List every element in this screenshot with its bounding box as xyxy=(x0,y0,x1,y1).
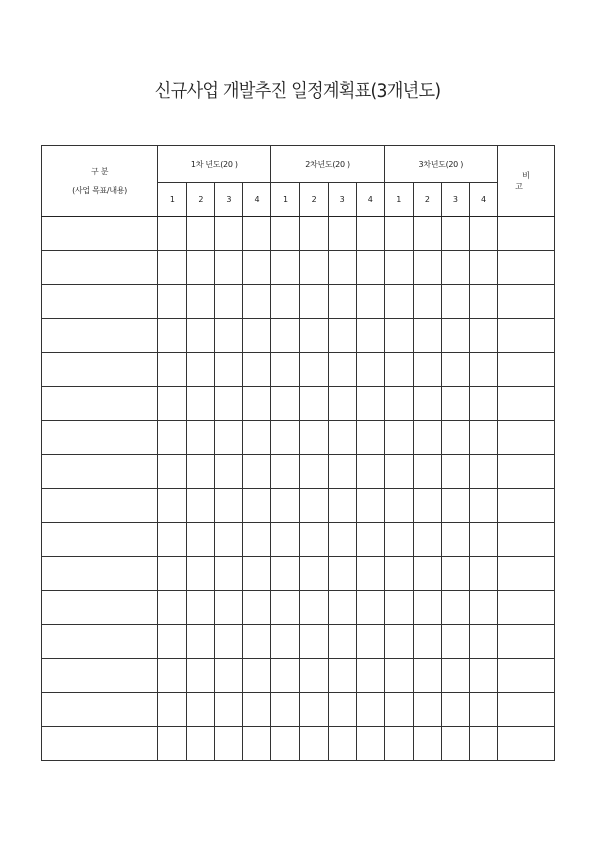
table-row xyxy=(42,489,555,523)
schedule-cell[interactable] xyxy=(469,251,497,285)
header-category xyxy=(42,146,158,217)
schedule-cell[interactable] xyxy=(328,693,356,727)
table-row xyxy=(42,217,555,251)
schedule-cell[interactable] xyxy=(243,421,271,455)
schedule-cell[interactable] xyxy=(328,421,356,455)
schedule-cell[interactable] xyxy=(441,285,469,319)
schedule-cell[interactable] xyxy=(215,217,243,251)
table-row xyxy=(42,557,555,591)
schedule-cell[interactable] xyxy=(300,557,328,591)
schedule-cell[interactable] xyxy=(187,455,215,489)
schedule-cell[interactable] xyxy=(158,387,187,421)
schedule-cell[interactable] xyxy=(441,659,469,693)
table-row xyxy=(42,353,555,387)
schedule-cell[interactable] xyxy=(158,217,187,251)
schedule-cell[interactable] xyxy=(469,455,497,489)
schedule-cell[interactable] xyxy=(158,421,187,455)
schedule-cell[interactable] xyxy=(300,421,328,455)
schedule-cell[interactable] xyxy=(384,659,413,693)
table-row xyxy=(42,659,555,693)
schedule-cell[interactable] xyxy=(300,455,328,489)
header-category-label: 구 분 xyxy=(91,167,109,176)
schedule-cell[interactable] xyxy=(469,659,497,693)
schedule-cell[interactable] xyxy=(441,455,469,489)
schedule-cell[interactable] xyxy=(356,353,384,387)
schedule-cell[interactable] xyxy=(271,625,300,659)
schedule-cell[interactable] xyxy=(243,693,271,727)
schedule-cell[interactable] xyxy=(215,421,243,455)
schedule-cell[interactable] xyxy=(271,557,300,591)
schedule-cell[interactable] xyxy=(356,625,384,659)
schedule-cell[interactable] xyxy=(243,625,271,659)
schedule-cell[interactable] xyxy=(215,319,243,353)
table-row xyxy=(42,727,555,761)
remarks-cell[interactable] xyxy=(497,353,554,387)
schedule-cell[interactable] xyxy=(158,727,187,761)
schedule-cell[interactable] xyxy=(384,455,413,489)
schedule-cell[interactable] xyxy=(384,285,413,319)
schedule-cell[interactable] xyxy=(300,489,328,523)
schedule-cell[interactable] xyxy=(300,659,328,693)
schedule-cell[interactable] xyxy=(271,727,300,761)
schedule-cell[interactable] xyxy=(215,557,243,591)
schedule-cell[interactable] xyxy=(243,591,271,625)
remarks-cell[interactable] xyxy=(497,625,554,659)
table-row xyxy=(42,421,555,455)
category-cell[interactable] xyxy=(42,591,158,625)
schedule-cell[interactable] xyxy=(441,625,469,659)
schedule-cell[interactable] xyxy=(328,625,356,659)
schedule-cell[interactable] xyxy=(356,489,384,523)
schedule-cell[interactable] xyxy=(243,557,271,591)
remarks-cell[interactable] xyxy=(497,421,554,455)
schedule-cell[interactable] xyxy=(158,625,187,659)
schedule-table xyxy=(41,145,555,761)
schedule-cell[interactable] xyxy=(413,319,441,353)
remarks-cell[interactable] xyxy=(497,659,554,693)
header-quarter-cell: 1 xyxy=(384,183,413,217)
schedule-cell[interactable] xyxy=(384,591,413,625)
schedule-cell[interactable] xyxy=(300,727,328,761)
schedule-cell[interactable] xyxy=(243,659,271,693)
schedule-cell[interactable] xyxy=(158,557,187,591)
schedule-cell[interactable] xyxy=(271,251,300,285)
schedule-cell[interactable] xyxy=(469,421,497,455)
schedule-cell[interactable] xyxy=(271,387,300,421)
table-row xyxy=(42,251,555,285)
header-quarter-cell: 3 xyxy=(215,183,243,217)
schedule-cell[interactable] xyxy=(441,523,469,557)
schedule-cell[interactable] xyxy=(158,489,187,523)
schedule-cell[interactable] xyxy=(441,387,469,421)
schedule-cell[interactable] xyxy=(413,251,441,285)
schedule-cell[interactable] xyxy=(469,557,497,591)
schedule-cell[interactable] xyxy=(469,523,497,557)
schedule-cell[interactable] xyxy=(187,285,215,319)
schedule-cell[interactable] xyxy=(215,659,243,693)
schedule-cell[interactable] xyxy=(441,727,469,761)
schedule-cell[interactable] xyxy=(328,217,356,251)
schedule-cell[interactable] xyxy=(300,591,328,625)
header-quarter-cell: 2 xyxy=(187,183,215,217)
table-row xyxy=(42,523,555,557)
remarks-cell[interactable] xyxy=(497,455,554,489)
schedule-cell[interactable] xyxy=(413,421,441,455)
schedule-cell[interactable] xyxy=(215,285,243,319)
category-cell[interactable] xyxy=(42,693,158,727)
category-cell[interactable] xyxy=(42,353,158,387)
schedule-cell[interactable] xyxy=(384,693,413,727)
schedule-cell[interactable] xyxy=(300,217,328,251)
schedule-cell[interactable] xyxy=(413,591,441,625)
schedule-cell[interactable] xyxy=(384,353,413,387)
schedule-cell[interactable] xyxy=(413,557,441,591)
category-cell[interactable] xyxy=(42,455,158,489)
schedule-cell[interactable] xyxy=(413,217,441,251)
schedule-cell[interactable] xyxy=(356,387,384,421)
schedule-cell[interactable] xyxy=(328,557,356,591)
schedule-cell[interactable] xyxy=(158,285,187,319)
table-row xyxy=(42,591,555,625)
schedule-cell[interactable] xyxy=(384,421,413,455)
schedule-cell[interactable] xyxy=(300,625,328,659)
schedule-cell[interactable] xyxy=(413,489,441,523)
schedule-cell[interactable] xyxy=(413,625,441,659)
schedule-cell[interactable] xyxy=(356,251,384,285)
schedule-cell[interactable] xyxy=(384,217,413,251)
schedule-cell[interactable] xyxy=(271,455,300,489)
schedule-cell[interactable] xyxy=(300,387,328,421)
remarks-cell[interactable] xyxy=(497,591,554,625)
schedule-cell[interactable] xyxy=(441,421,469,455)
schedule-cell[interactable] xyxy=(215,489,243,523)
schedule-cell[interactable] xyxy=(469,489,497,523)
schedule-cell[interactable] xyxy=(300,319,328,353)
schedule-cell[interactable] xyxy=(187,557,215,591)
page-title: 신규사업 개발추진 일정계획표(3개년도) xyxy=(154,81,441,102)
schedule-cell[interactable] xyxy=(441,353,469,387)
schedule-cell[interactable] xyxy=(187,693,215,727)
schedule-cell[interactable] xyxy=(356,727,384,761)
schedule-cell[interactable] xyxy=(243,727,271,761)
schedule-cell[interactable] xyxy=(271,353,300,387)
schedule-cell[interactable] xyxy=(243,387,271,421)
schedule-cell[interactable] xyxy=(356,591,384,625)
category-cell[interactable] xyxy=(42,489,158,523)
schedule-cell[interactable] xyxy=(243,353,271,387)
category-cell[interactable] xyxy=(42,251,158,285)
schedule-cell[interactable] xyxy=(187,659,215,693)
schedule-cell[interactable] xyxy=(413,727,441,761)
schedule-cell[interactable] xyxy=(271,693,300,727)
header-quarter-cell: 1 xyxy=(158,183,187,217)
remarks-cell[interactable] xyxy=(497,285,554,319)
schedule-cell[interactable] xyxy=(328,353,356,387)
schedule-cell[interactable] xyxy=(187,591,215,625)
schedule-cell[interactable] xyxy=(243,523,271,557)
schedule-cell[interactable] xyxy=(187,387,215,421)
schedule-cell[interactable] xyxy=(328,319,356,353)
schedule-cell[interactable] xyxy=(441,319,469,353)
schedule-cell[interactable] xyxy=(441,217,469,251)
category-cell[interactable] xyxy=(42,421,158,455)
schedule-cell[interactable] xyxy=(413,455,441,489)
schedule-cell[interactable] xyxy=(271,659,300,693)
category-cell[interactable] xyxy=(42,217,158,251)
schedule-cell[interactable] xyxy=(187,489,215,523)
schedule-cell[interactable] xyxy=(469,353,497,387)
header-quarter-cell: 2 xyxy=(413,183,441,217)
schedule-cell[interactable] xyxy=(469,319,497,353)
schedule-cell[interactable] xyxy=(215,251,243,285)
schedule-cell[interactable] xyxy=(356,523,384,557)
schedule-cell[interactable] xyxy=(271,591,300,625)
remarks-cell[interactable] xyxy=(497,489,554,523)
schedule-cell[interactable] xyxy=(158,693,187,727)
header-year-2: 2차년도(20 ) xyxy=(271,146,384,183)
schedule-cell[interactable] xyxy=(158,591,187,625)
schedule-cell[interactable] xyxy=(187,251,215,285)
schedule-cell[interactable] xyxy=(441,489,469,523)
schedule-cell[interactable] xyxy=(328,285,356,319)
category-cell[interactable] xyxy=(42,727,158,761)
schedule-cell[interactable] xyxy=(271,217,300,251)
schedule-cell[interactable] xyxy=(158,319,187,353)
schedule-cell[interactable] xyxy=(215,693,243,727)
schedule-cell[interactable] xyxy=(187,319,215,353)
schedule-cell[interactable] xyxy=(243,455,271,489)
schedule-cell[interactable] xyxy=(356,659,384,693)
schedule-cell[interactable] xyxy=(215,353,243,387)
schedule-cell[interactable] xyxy=(356,693,384,727)
schedule-cell[interactable] xyxy=(271,489,300,523)
remarks-cell[interactable] xyxy=(497,557,554,591)
schedule-cell[interactable] xyxy=(328,591,356,625)
schedule-cell[interactable] xyxy=(243,285,271,319)
schedule-cell[interactable] xyxy=(413,387,441,421)
schedule-cell[interactable] xyxy=(356,421,384,455)
schedule-cell[interactable] xyxy=(215,455,243,489)
remarks-cell[interactable] xyxy=(497,217,554,251)
schedule-cell[interactable] xyxy=(441,693,469,727)
remarks-cell[interactable] xyxy=(497,387,554,421)
schedule-cell[interactable] xyxy=(328,455,356,489)
schedule-cell[interactable] xyxy=(215,727,243,761)
table-row xyxy=(42,285,555,319)
schedule-cell[interactable] xyxy=(243,217,271,251)
schedule-cell[interactable] xyxy=(328,387,356,421)
schedule-cell[interactable] xyxy=(356,557,384,591)
category-cell[interactable] xyxy=(42,319,158,353)
schedule-cell[interactable] xyxy=(187,421,215,455)
table-row xyxy=(42,387,555,421)
schedule-cell[interactable] xyxy=(413,693,441,727)
header-remarks-label: 비 고 xyxy=(515,171,544,191)
header-quarter-cell: 4 xyxy=(356,183,384,217)
schedule-cell[interactable] xyxy=(215,625,243,659)
schedule-cell[interactable] xyxy=(300,523,328,557)
table-row xyxy=(42,625,555,659)
header-category-sublabel: (사업 목표/내용) xyxy=(72,186,128,195)
schedule-cell[interactable] xyxy=(413,285,441,319)
schedule-cell[interactable] xyxy=(413,353,441,387)
schedule-cell[interactable] xyxy=(356,217,384,251)
schedule-cell[interactable] xyxy=(413,523,441,557)
schedule-cell[interactable] xyxy=(384,489,413,523)
table-row xyxy=(42,693,555,727)
schedule-cell[interactable] xyxy=(413,659,441,693)
schedule-cell[interactable] xyxy=(356,455,384,489)
category-cell[interactable] xyxy=(42,285,158,319)
remarks-cell[interactable] xyxy=(497,727,554,761)
category-cell[interactable] xyxy=(42,557,158,591)
schedule-cell[interactable] xyxy=(384,625,413,659)
schedule-cell[interactable] xyxy=(158,455,187,489)
schedule-cell[interactable] xyxy=(356,319,384,353)
schedule-cell[interactable] xyxy=(187,353,215,387)
schedule-cell[interactable] xyxy=(158,353,187,387)
schedule-cell[interactable] xyxy=(441,591,469,625)
schedule-cell[interactable] xyxy=(215,523,243,557)
schedule-cell[interactable] xyxy=(243,319,271,353)
header-year-3: 3차년도(20 ) xyxy=(384,146,497,183)
schedule-cell[interactable] xyxy=(271,421,300,455)
schedule-cell[interactable] xyxy=(328,727,356,761)
schedule-cell[interactable] xyxy=(384,319,413,353)
schedule-cell[interactable] xyxy=(469,727,497,761)
schedule-cell[interactable] xyxy=(328,659,356,693)
schedule-cell[interactable] xyxy=(328,251,356,285)
schedule-cell[interactable] xyxy=(469,625,497,659)
schedule-cell[interactable] xyxy=(300,251,328,285)
schedule-cell[interactable] xyxy=(469,217,497,251)
header-year-1: 1차 년도(20 ) xyxy=(158,146,271,183)
remarks-cell[interactable] xyxy=(497,251,554,285)
remarks-cell[interactable] xyxy=(497,319,554,353)
schedule-cell[interactable] xyxy=(271,523,300,557)
category-cell[interactable] xyxy=(42,659,158,693)
schedule-cell[interactable] xyxy=(300,693,328,727)
schedule-cell[interactable] xyxy=(300,285,328,319)
schedule-cell[interactable] xyxy=(243,251,271,285)
schedule-cell[interactable] xyxy=(271,319,300,353)
header-quarter-cell: 2 xyxy=(300,183,328,217)
schedule-cell[interactable] xyxy=(384,251,413,285)
schedule-cell[interactable] xyxy=(187,625,215,659)
remarks-cell[interactable] xyxy=(497,523,554,557)
header-quarter-cell: 3 xyxy=(328,183,356,217)
schedule-cell[interactable] xyxy=(187,217,215,251)
remarks-cell[interactable] xyxy=(497,693,554,727)
category-cell[interactable] xyxy=(42,625,158,659)
schedule-cell[interactable] xyxy=(328,489,356,523)
schedule-cell[interactable] xyxy=(384,557,413,591)
header-remarks xyxy=(497,146,554,217)
schedule-cell[interactable] xyxy=(469,693,497,727)
schedule-cell[interactable] xyxy=(300,353,328,387)
schedule-cell[interactable] xyxy=(441,557,469,591)
schedule-cell[interactable] xyxy=(271,285,300,319)
category-cell[interactable] xyxy=(42,387,158,421)
schedule-cell[interactable] xyxy=(158,251,187,285)
category-cell[interactable] xyxy=(42,523,158,557)
schedule-cell[interactable] xyxy=(158,659,187,693)
header-quarter-cell: 4 xyxy=(243,183,271,217)
table-row xyxy=(42,455,555,489)
schedule-cell[interactable] xyxy=(384,523,413,557)
schedule-cell[interactable] xyxy=(469,285,497,319)
header-quarter-cell: 3 xyxy=(441,183,469,217)
schedule-cell[interactable] xyxy=(215,591,243,625)
header-quarter-cell: 1 xyxy=(271,183,300,217)
schedule-cell[interactable] xyxy=(243,489,271,523)
schedule-cell[interactable] xyxy=(441,251,469,285)
header-quarter-cell: 4 xyxy=(469,183,497,217)
schedule-cell[interactable] xyxy=(328,523,356,557)
schedule-cell[interactable] xyxy=(384,727,413,761)
schedule-cell[interactable] xyxy=(215,387,243,421)
schedule-cell[interactable] xyxy=(356,285,384,319)
schedule-cell[interactable] xyxy=(158,523,187,557)
schedule-cell[interactable] xyxy=(187,523,215,557)
schedule-cell[interactable] xyxy=(384,387,413,421)
schedule-cell[interactable] xyxy=(469,387,497,421)
schedule-cell[interactable] xyxy=(469,591,497,625)
schedule-cell[interactable] xyxy=(187,727,215,761)
table-row xyxy=(42,319,555,353)
